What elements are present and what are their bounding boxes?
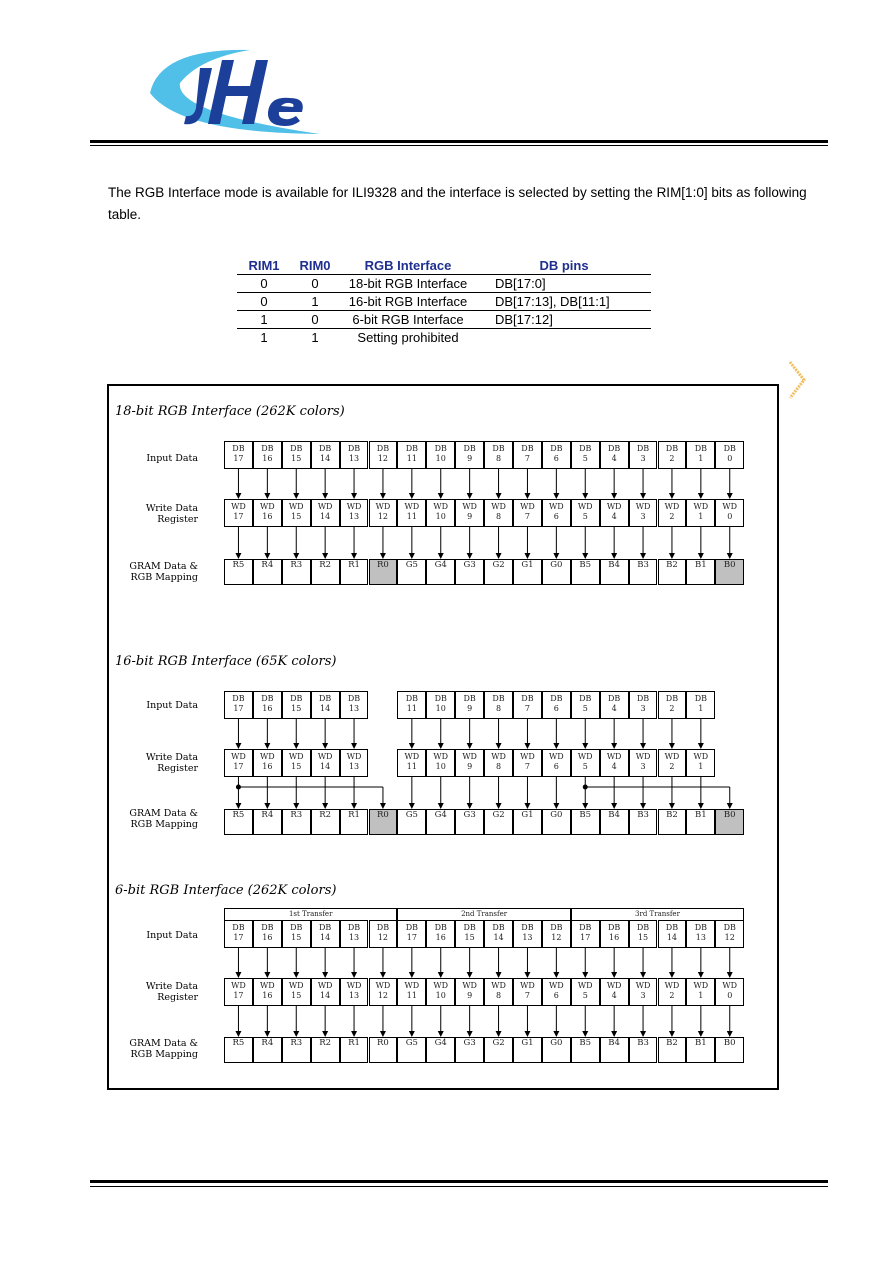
- gram-cell: G4: [426, 809, 455, 835]
- gram-cell: R2: [311, 809, 340, 835]
- input-cell: DB 11: [397, 441, 426, 469]
- write-cell: WD 1: [686, 749, 715, 777]
- label-write-data: Write Data Register: [145, 752, 198, 774]
- write-cell: WD 7: [513, 749, 542, 777]
- gram-cell: G5: [397, 809, 426, 835]
- input-cell: DB 13: [686, 920, 715, 948]
- gram-cell: G1: [513, 809, 542, 835]
- gram-cell: B0: [715, 1037, 744, 1063]
- label-write-data: Write Data Register: [145, 981, 198, 1003]
- input-cell: DB 16: [426, 920, 455, 948]
- input-cell: DB 5: [571, 691, 600, 719]
- write-cell: WD 2: [658, 749, 687, 777]
- gram-cell: R3: [282, 809, 311, 835]
- write-cell: WD 12: [369, 978, 398, 1006]
- input-cell: DB 16: [600, 920, 629, 948]
- gram-cell: B2: [658, 809, 687, 835]
- gram-cell: R5: [224, 809, 253, 835]
- write-cell: WD 11: [397, 749, 426, 777]
- rim-header-cell: RGB Interface: [339, 257, 477, 275]
- input-cell: DB 15: [629, 920, 658, 948]
- interface-value: 16-bit RGB Interface: [339, 293, 477, 311]
- write-cell: WD 15: [282, 978, 311, 1006]
- rim1-value: 0: [237, 293, 291, 311]
- gram-cell: R2: [311, 1037, 340, 1063]
- gram-cell: B0: [715, 809, 744, 835]
- write-cell: WD 9: [455, 978, 484, 1006]
- transfer-header: 2nd Transfer: [397, 908, 570, 920]
- input-cell: DB 13: [513, 920, 542, 948]
- header-rule-thin: [90, 145, 828, 146]
- footer-rule-thin: [90, 1186, 828, 1187]
- gram-cell: R1: [340, 559, 369, 585]
- gram-cell: B5: [571, 559, 600, 585]
- write-cell: WD 13: [340, 499, 369, 527]
- write-cell: WD 6: [542, 499, 571, 527]
- input-cell: DB 13: [340, 691, 369, 719]
- write-cell: WD 6: [542, 978, 571, 1006]
- write-cell: WD 9: [455, 499, 484, 527]
- gram-cell: R1: [340, 1037, 369, 1063]
- write-cell: WD 5: [571, 978, 600, 1006]
- write-cell: WD 11: [397, 978, 426, 1006]
- db-pins-value: [477, 329, 651, 347]
- rim1-value: 1: [260, 330, 268, 345]
- write-cell: WD 13: [340, 978, 369, 1006]
- rim0-value: 0: [291, 311, 339, 329]
- input-cell: DB 4: [600, 691, 629, 719]
- input-cell: DB 6: [542, 691, 571, 719]
- gram-cell: R5: [224, 559, 253, 585]
- input-cell: DB 17: [571, 920, 600, 948]
- write-cell: WD 3: [629, 749, 658, 777]
- gram-cell: R1: [340, 809, 369, 835]
- gram-cell: B2: [658, 559, 687, 585]
- gram-cell: R0: [369, 1037, 398, 1063]
- input-cell: DB 14: [311, 691, 340, 719]
- header-rule: [90, 140, 828, 143]
- write-cell: WD 2: [658, 978, 687, 1006]
- rim-header-cell: DB pins: [477, 257, 651, 275]
- rim0-value: 1: [311, 330, 319, 345]
- input-cell: DB 17: [224, 441, 253, 469]
- gram-cell: G1: [513, 1037, 542, 1063]
- table-row: [237, 311, 651, 329]
- gram-cell: B1: [686, 809, 715, 835]
- gram-cell: B5: [571, 809, 600, 835]
- write-cell: WD 0: [715, 978, 744, 1006]
- write-cell: WD 17: [224, 749, 253, 777]
- input-cell: DB 15: [282, 691, 311, 719]
- write-cell: WD 17: [224, 499, 253, 527]
- gram-cell: G0: [542, 1037, 571, 1063]
- section-title-6bit: 6-bit RGB Interface (262K colors): [115, 883, 337, 898]
- input-cell: DB 3: [629, 691, 658, 719]
- transfer-header: 1st Transfer: [224, 908, 397, 920]
- input-cell: DB 17: [224, 691, 253, 719]
- company-logo: [140, 38, 340, 138]
- write-cell: WD 1: [686, 978, 715, 1006]
- write-cell: WD 9: [455, 749, 484, 777]
- input-cell: DB 14: [484, 920, 513, 948]
- input-cell: DB 7: [513, 691, 542, 719]
- write-cell: WD 7: [513, 499, 542, 527]
- write-cell: WD 11: [397, 499, 426, 527]
- write-cell: WD 2: [658, 499, 687, 527]
- gram-cell: R0: [369, 559, 398, 585]
- input-cell: DB 14: [658, 920, 687, 948]
- write-cell: WD 3: [629, 499, 658, 527]
- write-cell: WD 10: [426, 749, 455, 777]
- write-cell: WD 8: [484, 749, 513, 777]
- write-cell: WD 4: [600, 978, 629, 1006]
- gram-cell: B4: [600, 1037, 629, 1063]
- db-pins-value: DB[17:12]: [477, 311, 651, 329]
- rim0-value: 1: [291, 293, 339, 311]
- gram-cell: B4: [600, 809, 629, 835]
- input-cell: DB 14: [311, 920, 340, 948]
- input-cell: DB 2: [658, 691, 687, 719]
- gram-cell: G0: [542, 809, 571, 835]
- corner-chevron-icon: [788, 360, 806, 400]
- write-cell: WD 8: [484, 978, 513, 1006]
- input-cell: DB 4: [600, 441, 629, 469]
- gram-cell: R2: [311, 559, 340, 585]
- rim-header-cell: RIM1: [237, 257, 291, 275]
- write-cell: WD 6: [542, 749, 571, 777]
- input-cell: DB 12: [369, 441, 398, 469]
- rim1-value: 0: [237, 275, 291, 293]
- gram-cell: B5: [571, 1037, 600, 1063]
- gram-cell: B3: [629, 559, 658, 585]
- gram-cell: B0: [715, 559, 744, 585]
- gram-cell: G2: [484, 559, 513, 585]
- write-cell: WD 15: [282, 749, 311, 777]
- input-cell: DB 17: [224, 920, 253, 948]
- input-cell: DB 2: [658, 441, 687, 469]
- input-cell: DB 6: [542, 441, 571, 469]
- gram-cell: B2: [658, 1037, 687, 1063]
- write-cell: WD 14: [311, 978, 340, 1006]
- table-row: [237, 293, 651, 311]
- gram-cell: B4: [600, 559, 629, 585]
- rim-table-header: [237, 257, 651, 275]
- label-input-data: Input Data: [146, 700, 198, 711]
- input-cell: DB 8: [484, 691, 513, 719]
- write-cell: WD 10: [426, 499, 455, 527]
- write-cell: WD 16: [253, 749, 282, 777]
- db-pins-value: DB[17:13], DB[11:1]: [477, 293, 651, 311]
- gram-cell: R3: [282, 1037, 311, 1063]
- write-cell: WD 0: [715, 499, 744, 527]
- db-pins-value: DB[17:0]: [477, 275, 651, 293]
- label-write-data: Write Data Register: [145, 503, 198, 525]
- gram-cell: G2: [484, 809, 513, 835]
- input-cell: DB 8: [484, 441, 513, 469]
- gram-cell: R4: [253, 1037, 282, 1063]
- input-cell: DB 3: [629, 441, 658, 469]
- write-cell: WD 8: [484, 499, 513, 527]
- interface-value: Setting prohibited: [357, 330, 459, 345]
- write-cell: WD 16: [253, 978, 282, 1006]
- gram-cell: G5: [397, 559, 426, 585]
- input-cell: DB 16: [253, 441, 282, 469]
- rim-table: [237, 257, 651, 346]
- gram-cell: G4: [426, 559, 455, 585]
- input-cell: DB 12: [369, 920, 398, 948]
- write-cell: WD 4: [600, 499, 629, 527]
- input-cell: DB 10: [426, 691, 455, 719]
- write-cell: WD 7: [513, 978, 542, 1006]
- input-cell: DB 12: [715, 920, 744, 948]
- gram-cell: R0: [369, 809, 398, 835]
- label-input-data: Input Data: [146, 453, 198, 464]
- write-cell: WD 12: [369, 499, 398, 527]
- gram-cell: G5: [397, 1037, 426, 1063]
- gram-cell: R4: [253, 809, 282, 835]
- input-cell: DB 10: [426, 441, 455, 469]
- gram-cell: G0: [542, 559, 571, 585]
- write-cell: WD 3: [629, 978, 658, 1006]
- intro-paragraph: The RGB Interface mode is available for ILI9328 and the interface is selected by setting the RIM[1:0] bits as following table.: [108, 185, 807, 222]
- section-title-18bit: 18-bit RGB Interface (262K colors): [115, 404, 345, 419]
- gram-cell: B1: [686, 559, 715, 585]
- gram-cell: G3: [455, 559, 484, 585]
- label-gram-data: GRAM Data & RGB Mapping: [129, 808, 198, 830]
- input-cell: DB 16: [253, 920, 282, 948]
- write-cell: WD 17: [224, 978, 253, 1006]
- write-cell: WD 1: [686, 499, 715, 527]
- input-cell: DB 13: [340, 441, 369, 469]
- write-cell: WD 13: [340, 749, 369, 777]
- write-cell: WD 10: [426, 978, 455, 1006]
- input-cell: DB 12: [542, 920, 571, 948]
- write-cell: WD 14: [311, 749, 340, 777]
- write-cell: WD 15: [282, 499, 311, 527]
- transfer-header: 3rd Transfer: [571, 908, 744, 920]
- gram-cell: G3: [455, 809, 484, 835]
- write-cell: WD 14: [311, 499, 340, 527]
- interface-value: 6-bit RGB Interface: [339, 311, 477, 329]
- input-cell: DB 16: [253, 691, 282, 719]
- gram-cell: G1: [513, 559, 542, 585]
- input-cell: DB 0: [715, 441, 744, 469]
- gram-cell: G2: [484, 1037, 513, 1063]
- input-cell: DB 15: [282, 441, 311, 469]
- write-cell: WD 5: [571, 499, 600, 527]
- input-cell: DB 14: [311, 441, 340, 469]
- input-cell: DB 1: [686, 691, 715, 719]
- gram-cell: G3: [455, 1037, 484, 1063]
- gram-cell: B3: [629, 809, 658, 835]
- table-row: [237, 275, 651, 293]
- input-cell: DB 5: [571, 441, 600, 469]
- section-title-16bit: 16-bit RGB Interface (65K colors): [115, 654, 337, 669]
- gram-cell: B1: [686, 1037, 715, 1063]
- rim1-value: 1: [237, 311, 291, 329]
- footer-rule: [90, 1180, 828, 1183]
- rim0-value: 0: [291, 275, 339, 293]
- gram-cell: R4: [253, 559, 282, 585]
- input-cell: DB 13: [340, 920, 369, 948]
- gram-cell: R5: [224, 1037, 253, 1063]
- write-cell: WD 4: [600, 749, 629, 777]
- interface-value: 18-bit RGB Interface: [339, 275, 477, 293]
- input-cell: DB 1: [686, 441, 715, 469]
- input-cell: DB 15: [282, 920, 311, 948]
- gram-cell: G4: [426, 1037, 455, 1063]
- gram-cell: B3: [629, 1037, 658, 1063]
- write-cell: WD 5: [571, 749, 600, 777]
- rim-header-cell: RIM0: [291, 257, 339, 275]
- input-cell: DB 7: [513, 441, 542, 469]
- gram-cell: R3: [282, 559, 311, 585]
- input-cell: DB 15: [455, 920, 484, 948]
- input-cell: DB 11: [397, 691, 426, 719]
- input-cell: DB 9: [455, 441, 484, 469]
- input-cell: DB 17: [397, 920, 426, 948]
- label-input-data: Input Data: [146, 930, 198, 941]
- label-gram-data: GRAM Data & RGB Mapping: [129, 1038, 198, 1060]
- input-cell: DB 9: [455, 691, 484, 719]
- write-cell: WD 16: [253, 499, 282, 527]
- table-row: [237, 329, 651, 347]
- label-gram-data: GRAM Data & RGB Mapping: [129, 561, 198, 583]
